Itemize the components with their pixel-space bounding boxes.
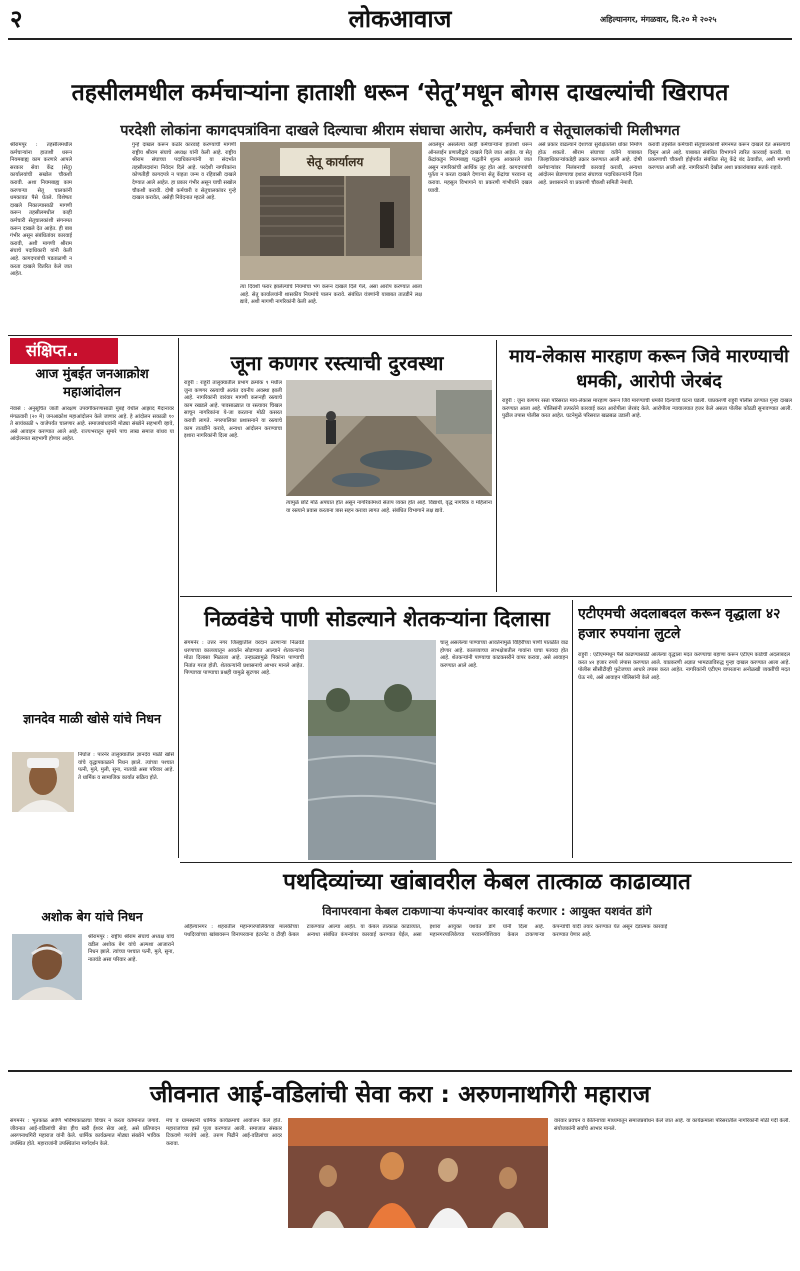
maharaj-photo <box>288 1118 548 1228</box>
story5-headline: एटीएमची अदलाबदल करून वृद्धाला ४२ हजार रुपयांना लुटले <box>578 606 781 642</box>
story6-body: अहिल्यानगर : शहरातील महानगरपालिकेच्या मालकीच्या पथदिव्यांच्या खांबावरून विनापरवाना इंटरनेट व टीव्ही केबल टाकण्यात आल्या आहेत. या केबल तात्काळ काढाव्यात, अन्यथा संबंधित कंपन्यांवर कारवाई करण्यात येईल, असा इशारा आयुक्त यशवंत डांगे यांनी दिला आहे. महानगरपालिकेच्या परवानगीशिवाय केबल टाकणाऱ्या कंपन्यांची यादी तयार करण्यात येत असून दंडात्मक कारवाई करण्यात येणार आहे. <box>184 924 668 938</box>
place-date: अहिल्यानगर, मंगळवार, दि.२० मे २०२५ <box>600 15 717 24</box>
religious-event-illustration <box>288 1118 548 1228</box>
damaged-road-illustration <box>286 380 492 496</box>
story4-body: संगमनेर : उत्तर नगर जिल्ह्यातील वरदान ठरणाऱ्या निळवंडे धरणाच्या कालव्यातून आवर्तन सोडण्यात आल्याने शेतकऱ्यांना मोठा दिलासा मिळाला आहे. उन्हाळ्यामुळे पिकांना पाण्याची नितांत गरज होती. शेतकऱ्यांनी प्रशासनाचे आभार मानले आहेत. पिण्याच्या पाण्याचा प्रश्नही यामुळे सुटणार आहे. <box>184 640 304 677</box>
sankshipt-label: संक्षिप्त.. <box>26 341 79 360</box>
sankshipt-item3-body: श्रीरामपूर : राष्ट्रीय श्रीराम संघाचे अध्यक्ष यांचे वडील अशोक बेग यांचे अल्पशा आजाराने निधन झाले. त्यांच्या पश्चात पत्नी, मुले, सुना, नातवंडे असा परिवार आहे. <box>88 934 174 963</box>
portrait-icon <box>12 752 74 812</box>
shop-sign: सेतू कार्यालय <box>306 155 364 169</box>
story4-body2: चालू असलेल्या पाण्याच्या आवर्तनामुळे विहिरींच्या पाणी पातळीत वाढ होणार आहे. कालव्याच्या लाभक्षेत्रातील गावांना याचा फायदा होत आहे. शेतकऱ्यांनी पाण्याचा काटकसरीने वापर करावा, असे आवाहन करण्यात आले आहे. <box>440 640 568 669</box>
road-photo <box>286 380 492 496</box>
mid-rule <box>180 596 792 597</box>
story7-body2: मंच व ग्रामस्थांनी धार्मिक कार्यक्रमाचे आयोजन केले होते. महाराजांच्या हस्ते पूजा करण्यात आली. समाजात संस्कार टिकवणे गरजेचे आहे. तरुण पिढीने आई-वडिलांचा आदर करावा. <box>166 1118 282 1147</box>
sidebar-divider <box>178 338 179 858</box>
sankshipt-item3-title: अशोक बेग यांचे निधन <box>41 909 143 924</box>
lead-col1: श्रीरामपूर : तहसीलमधील कर्मचाऱ्यांना हाताशी धरून नियमबाह्य काम करणारे आपले सरकार सेवा केंद्र (सेतू) कार्यालयांची सखोल चौकशी करावी. अशा नियमबाह्य काम करणाऱ्या सेतू चालकांनी धमकावत पैसे घेतले. विशेषतः दाखले निकाल्यासाठी मागणी करून तहसीलमधील काही कर्मचारी सेतूचालकांशी संगनमत करून दाखले देत आहेत. ही बाब गंभीर असून संबंधितांवर कारवाई करावी, अशी मागणी श्रीराम संघाचे पदाधिकारी यांनी केली आहे. कागदपत्रांची पडताळणी न करता दाखले वितरित केले जात आहेत. <box>10 142 72 278</box>
lead-col4: अवलंबून असलेल्या काही कर्मचाऱ्यांना हाताशी धरून ऑनलाईन प्रणालीद्वारे दाखले दिले जात आहेत. या सेतू केंद्रांकडून नियमबाह्य पद्धतीने शुल्क आकारले जात असून नागरिकांची आर्थिक लूट होत आहे. कागदपत्रांची पूर्तता न करता दाखले देणाऱ्या सेतू केंद्रांचा परवाना रद्द करावा. महसूल विभागाने या प्रकरणी गांभीर्याने दखल घ्यावी. <box>428 142 532 194</box>
story2-body2: त्यामुळे छोटे मोठे अपघात होत असून नागरिकांमध्ये संताप व्यक्त होत आहे. विद्यार्थी, वृद्ध नागरिक व महिलांना या रस्त्याने प्रवास करताना त्रास सहन करावा लागत आहे. संबंधित विभागाने लक्ष द्यावे. <box>286 500 492 514</box>
sankshipt-item2-body: निघोज : पारनेर तालुक्यातील ज्ञानदेव माळी खोसे यांचे वृद्धापकाळाने निधन झाले. त्यांच्या पश्चात पत्नी, मुले, मुली, सुना, नातवंडे असा परिवार आहे. ते धार्मिक व सामाजिक कार्यात सक्रिय होते. <box>78 752 174 781</box>
sankshipt-item1-body: नेवासे : अनुसूचित जाती आरक्षण उपवर्गीकरणासाठी मुंबई येथील आझाद मैदानावर मंगळवारी (२० मे) जनआक्रोश महाआंदोलन केले जाणार आहे. हे आंदोलन सकाळी १० ते सायंकाळी ५ वाजेपर्यंत चालणार आहे. समाजबांधवांनी मोठ्या संख्येने सहभागी व्हावे, असे आवाहन करण्यात आले आहे. राज्यभरातून सुमारे पाच लाख समाज बांधव या आंदोलनात सहभागी होणार आहेत. <box>10 406 174 443</box>
sankshipt-label-box <box>10 338 118 364</box>
story7-body: संगमनेर : भूतकाळ आणि भविष्यकाळाचा विचार न करता वर्तमानात जगावे. जीवनात आई-वडिलांची सेवा हीच खरी ईश्वर सेवा आहे, असे प्रतिपादन अरुणनाथगिरी महाराज यांनी केले. धार्मिक कार्यक्रमात मोठ्या संख्येने भाविक उपस्थित होते. महाराजांनी उपस्थितांना मार्गदर्शन केले. <box>10 1118 160 1147</box>
story2-headline: जूना कणगर रस्त्याची दुरवस्था <box>230 351 444 375</box>
lead-photo-caption: त्या दिवशी फरार झालेल्यांचे नियमांचा भंग करून दाखले दिले गेले, असा आरोप करण्यात आला आहे. सेतू कार्यालयांनी शासकीय नियमांचे पालन करावे. संबंधित यंत्रणांनी याबाबत तातडीने लक्ष द्यावे, अशी मागणी नागरिकांनी केली आहे. <box>240 284 422 306</box>
story4-divider <box>572 600 573 858</box>
lead-bottom-rule <box>8 335 792 336</box>
story5-body: राहुरी : एटीएममधून पैसे काढण्यासाठी आलेल्या वृद्धाला मदत करण्याचा बहाणा करून एटीएम कार्डची अदलाबदल करत ४२ हजार रुपये लंपास करण्यात आले. याप्रकरणी अज्ञात भामट्याविरुद्ध गुन्हा दाखल करण्यात आला आहे. पोलीस सीसीटीव्ही फुटेजच्या आधारे तपास करत आहेत. नागरिकांनी एटीएम वापरताना अनोळखी व्यक्तींची मदत घेऊ नये, असे आवाहन पोलिसांनी केले आहे. <box>578 652 790 681</box>
story4-headline: निळवंडेचे पाणी सोडल्याने शेतकऱ्यांना दिलासा <box>204 607 550 631</box>
lead-col6: करावी तहसील कर्मचारी सेतूचालकांशी संगनमत करून दाखले देत असल्याचे दिसून आले आहे. याबाबत संबंधित विभागाने त्वरित कारवाई करावी. या प्रकरणाची चौकशी होईपर्यंत संबंधित सेतू केंद्रे बंद ठेवावीत, अशी मागणी करण्यात आली आहे. नागरिकांनी देखील अशा प्रकारांबाबत सतर्क राहावे. <box>648 142 790 171</box>
khose-portrait <box>12 752 74 812</box>
story3-body: राहुरी : जुना कणगर रस्ता परिसरात माय-लेकास मारहाण करून जिवे मारण्याची धमकी दिल्याची घटना घडली. याप्रकरणी राहुरी पोलीस ठाण्यात गुन्हा दाखल करण्यात आला आहे. पोलिसांनी तत्परतेने कारवाई करत आरोपीला जेरबंद केले. आरोपीला न्यायालयात हजर केले असता पोलीस कोठडी सुनावण्यात आली. पुढील तपास पोलीस करत आहेत. घटनेमुळे परिसरात खळबळ उडाली आहे. <box>502 398 792 420</box>
story6-subheadline: विनापरवाना केबल टाकणाऱ्या कंपन्यांवर कारवाई करणार : आयुक्त यशवंत डांगे <box>322 904 652 918</box>
story7-body3: वारंवार प्रवचन व कीर्तनाच्या माध्यमातून समाजप्रबोधन केले जात आहे. या कार्यक्रमाला परिसरातील नागरिकांनी मोठी गर्दी केली. संयोजकांनी सर्वांचे आभार मानले. <box>554 1118 790 1132</box>
beg-portrait <box>12 934 82 1000</box>
lead-col5: असे प्रकार वाढल्याने देशाच्या सुरक्षिततेला धोका निर्माण होऊ शकतो. श्रीराम संघाच्या वतीने याबाबत जिल्हाधिकाऱ्यांकडेही तक्रार करण्यात आली आहे. दोषी कर्मचाऱ्यांवर निलंबनाची कारवाई करावी, अन्यथा आंदोलन छेडण्याचा इशारा संघाच्या पदाधिकाऱ्यांनी दिला आहे. प्रशासनाने या प्रकरणी चौकशी समिती नेमावी. <box>538 142 642 186</box>
sankshipt-item2-title: ज्ञानदेव माळी खोसे यांचे निधन <box>23 711 161 726</box>
story7-top-rule <box>8 1070 792 1072</box>
sankshipt-item1-title: आज मुंबईत जनआक्रोश महाआंदोलन <box>35 367 149 400</box>
canal-photo <box>308 640 436 860</box>
lead-subheadline: परदेशी लोकांना कागदपत्रांविना दाखले दिल्याचा श्रीराम संघाचा आरोप, कर्मचारी व सेतूचालकांची मिलीभगत <box>120 123 680 139</box>
story7-headline: जीवनात आई-वडिलांची सेवा करा : अरुणनाथगिरी महाराज <box>149 1080 651 1108</box>
lead-photo <box>240 142 422 280</box>
story2-divider <box>496 340 497 592</box>
masthead-rule <box>8 38 792 40</box>
story2-body: राहुरी : राहुरी तालुक्यातील प्रभाग क्रमांक ९ मधील जुना कणगर रस्त्याची अत्यंत दयनीय अवस्था झाली आहे. नागरिकांनी वारंवार मागणी करूनही रस्त्याचे काम रखडले आहे. पावसाळ्यात या रस्त्यावर चिखल साचून नागरिकांना ये-जा करताना मोठी कसरत करावी लागते. नगरपालिका प्रशासनाने या रस्त्याचे काम तातडीने करावे, अन्यथा आंदोलन करण्याचा इशारा नागरिकांनी दिला आहे. <box>184 380 282 440</box>
story6-headline: पथदिव्यांच्या खांबावरील केबल तात्काळ काढाव्यात <box>283 869 691 895</box>
paper-name: लोकआवाज <box>348 5 452 33</box>
story6-top-rule <box>180 862 792 863</box>
story3-headline: माय-लेकास मारहाण करून जिवे मारण्याची धमकी, आरोपी जेरबंद <box>509 346 789 392</box>
lead-col2: गुन्हे दाखल करून कठोर कारवाई करण्याची मागणी राष्ट्रीय श्रीराम संघाचे अध्यक्ष यांनी केली आहे. राष्ट्रीय श्रीराम संघाच्या पदाधिकाऱ्यांनी या संदर्भात तहसीलदारांना निवेदन दिले आहे. परदेशी नागरिकांना कोणतीही कागदपत्रे न पाहता जन्म व रहिवासी दाखले देण्यात आले आहेत. हा प्रकार गंभीर असून याची सखोल चौकशी करावी. दोषी कर्मचारी व सेतूचालकांवर गुन्हे दाखल करावेत, असेही निवेदनात म्हटले आहे. <box>132 142 236 202</box>
page-number: २ <box>10 5 23 33</box>
lead-headline: तहसीलमधील कर्मचाऱ्यांना हाताशी धरून ‘सेतू’मधून बोगस दाखल्यांची खिरापत <box>71 80 729 106</box>
portrait-icon <box>12 934 82 1000</box>
canal-water-illustration <box>308 640 436 860</box>
